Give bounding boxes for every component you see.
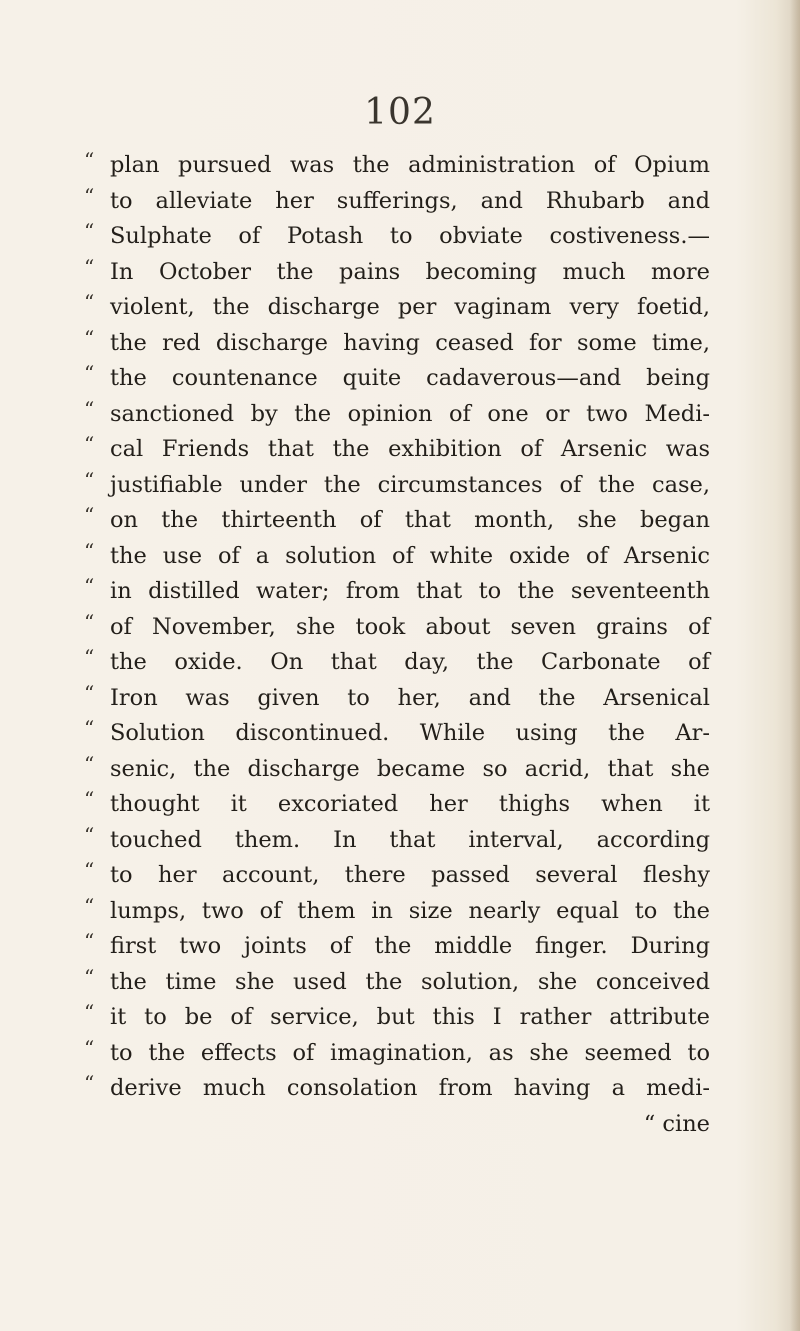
quote-mark: “ [84,574,95,598]
text-line: “ the countenance quite cadaverous—and being [110,361,710,397]
quote-mark: “ [84,325,95,350]
quote-mark: “ [84,893,95,918]
quote-mark: “ [84,254,95,279]
quote-mark: “ [84,183,95,208]
quote-mark: “ [84,858,95,882]
quote-mark: “ [84,396,95,421]
quote-mark: “ [84,929,95,953]
catchword-line [110,1107,710,1143]
text-line: “ violent, the discharge per vaginam very foetid, [110,290,710,326]
text-line: “ the red discharge having ceased for some time, [110,326,710,362]
text-line: “ Solution discontinued. While using the Ar- [110,716,710,752]
page-number: 102 [364,92,436,133]
quote-mark: “ [84,503,95,527]
quote-mark: “ [84,680,95,705]
text-line: “ thought it excoriated her thighs when it [110,787,710,823]
quote-mark: “ [84,822,95,847]
quote-mark: “ [84,467,95,492]
text-line: “ cal Friends that the exhibition of Arsenic was [110,432,710,468]
text-line: “ Sulphate of Potash to obviate costiveness.— [110,219,710,255]
quote-mark: “ [84,787,95,811]
quote-mark: “ [84,361,95,385]
quote-mark: “ [84,609,95,634]
quote-mark: “ [84,148,95,172]
catchword: cine [662,1110,710,1137]
text-line: “ it to be of service, but this I rather attribute [110,1000,710,1036]
text-line: “ lumps, two of them in size nearly equal to the [110,894,710,930]
text-line: “ senic, the discharge became so acrid, that she [110,752,710,788]
text-line: “ first two joints of the middle finger. During [110,929,710,965]
text-line: “ to alleviate her sufferings, and Rhubarb and [110,184,710,220]
text-line: “ to the effects of imagination, as she seemed to [110,1036,710,1072]
text-line: “ of November, she took about seven grains of [110,610,710,646]
quote-mark: “ [84,1071,95,1095]
page-edge-shadow [790,0,800,1331]
quote-mark: “ [84,538,95,563]
text-line: “ on the thirteenth of that month, she began [110,503,710,539]
text-line: “ the oxide. On that day, the Carbonate of [110,645,710,681]
text-line: “ to her account, there passed several fleshy [110,858,710,894]
text-line: “ justifiable under the circumstances of the case, [110,468,710,504]
quote-mark: “ [84,751,95,776]
body-text [84,148,710,1142]
text-line: “ In October the pains becoming much more [110,255,710,291]
text-line: “ Iron was given to her, and the Arsenical [110,681,710,717]
quote-mark: “ [84,645,95,669]
quote-mark: “ [84,716,95,740]
text-line: “ derive much consolation from having a medi- [110,1071,710,1107]
text-line: “ in distilled water; from that to the seventeenth [110,574,710,610]
quote-mark: “ [84,432,95,456]
quote-mark: “ [84,219,95,243]
quote-mark: “ [84,1035,95,1060]
text-line: “ touched them. In that interval, according [110,823,710,859]
quote-mark: “ [84,964,95,989]
text-line: “ the time she used the solution, she conceived [110,965,710,1001]
text-line: “ sanctioned by the opinion of one or two Medi- [110,397,710,433]
text-line: “ the use of a solution of white oxide of Arsenic [110,539,710,575]
quote-mark: “ [84,290,95,314]
quote-mark: “ [643,1110,656,1137]
text-line: “ plan pursued was the administration of Opium [110,148,710,184]
quote-mark: “ [84,1000,95,1024]
